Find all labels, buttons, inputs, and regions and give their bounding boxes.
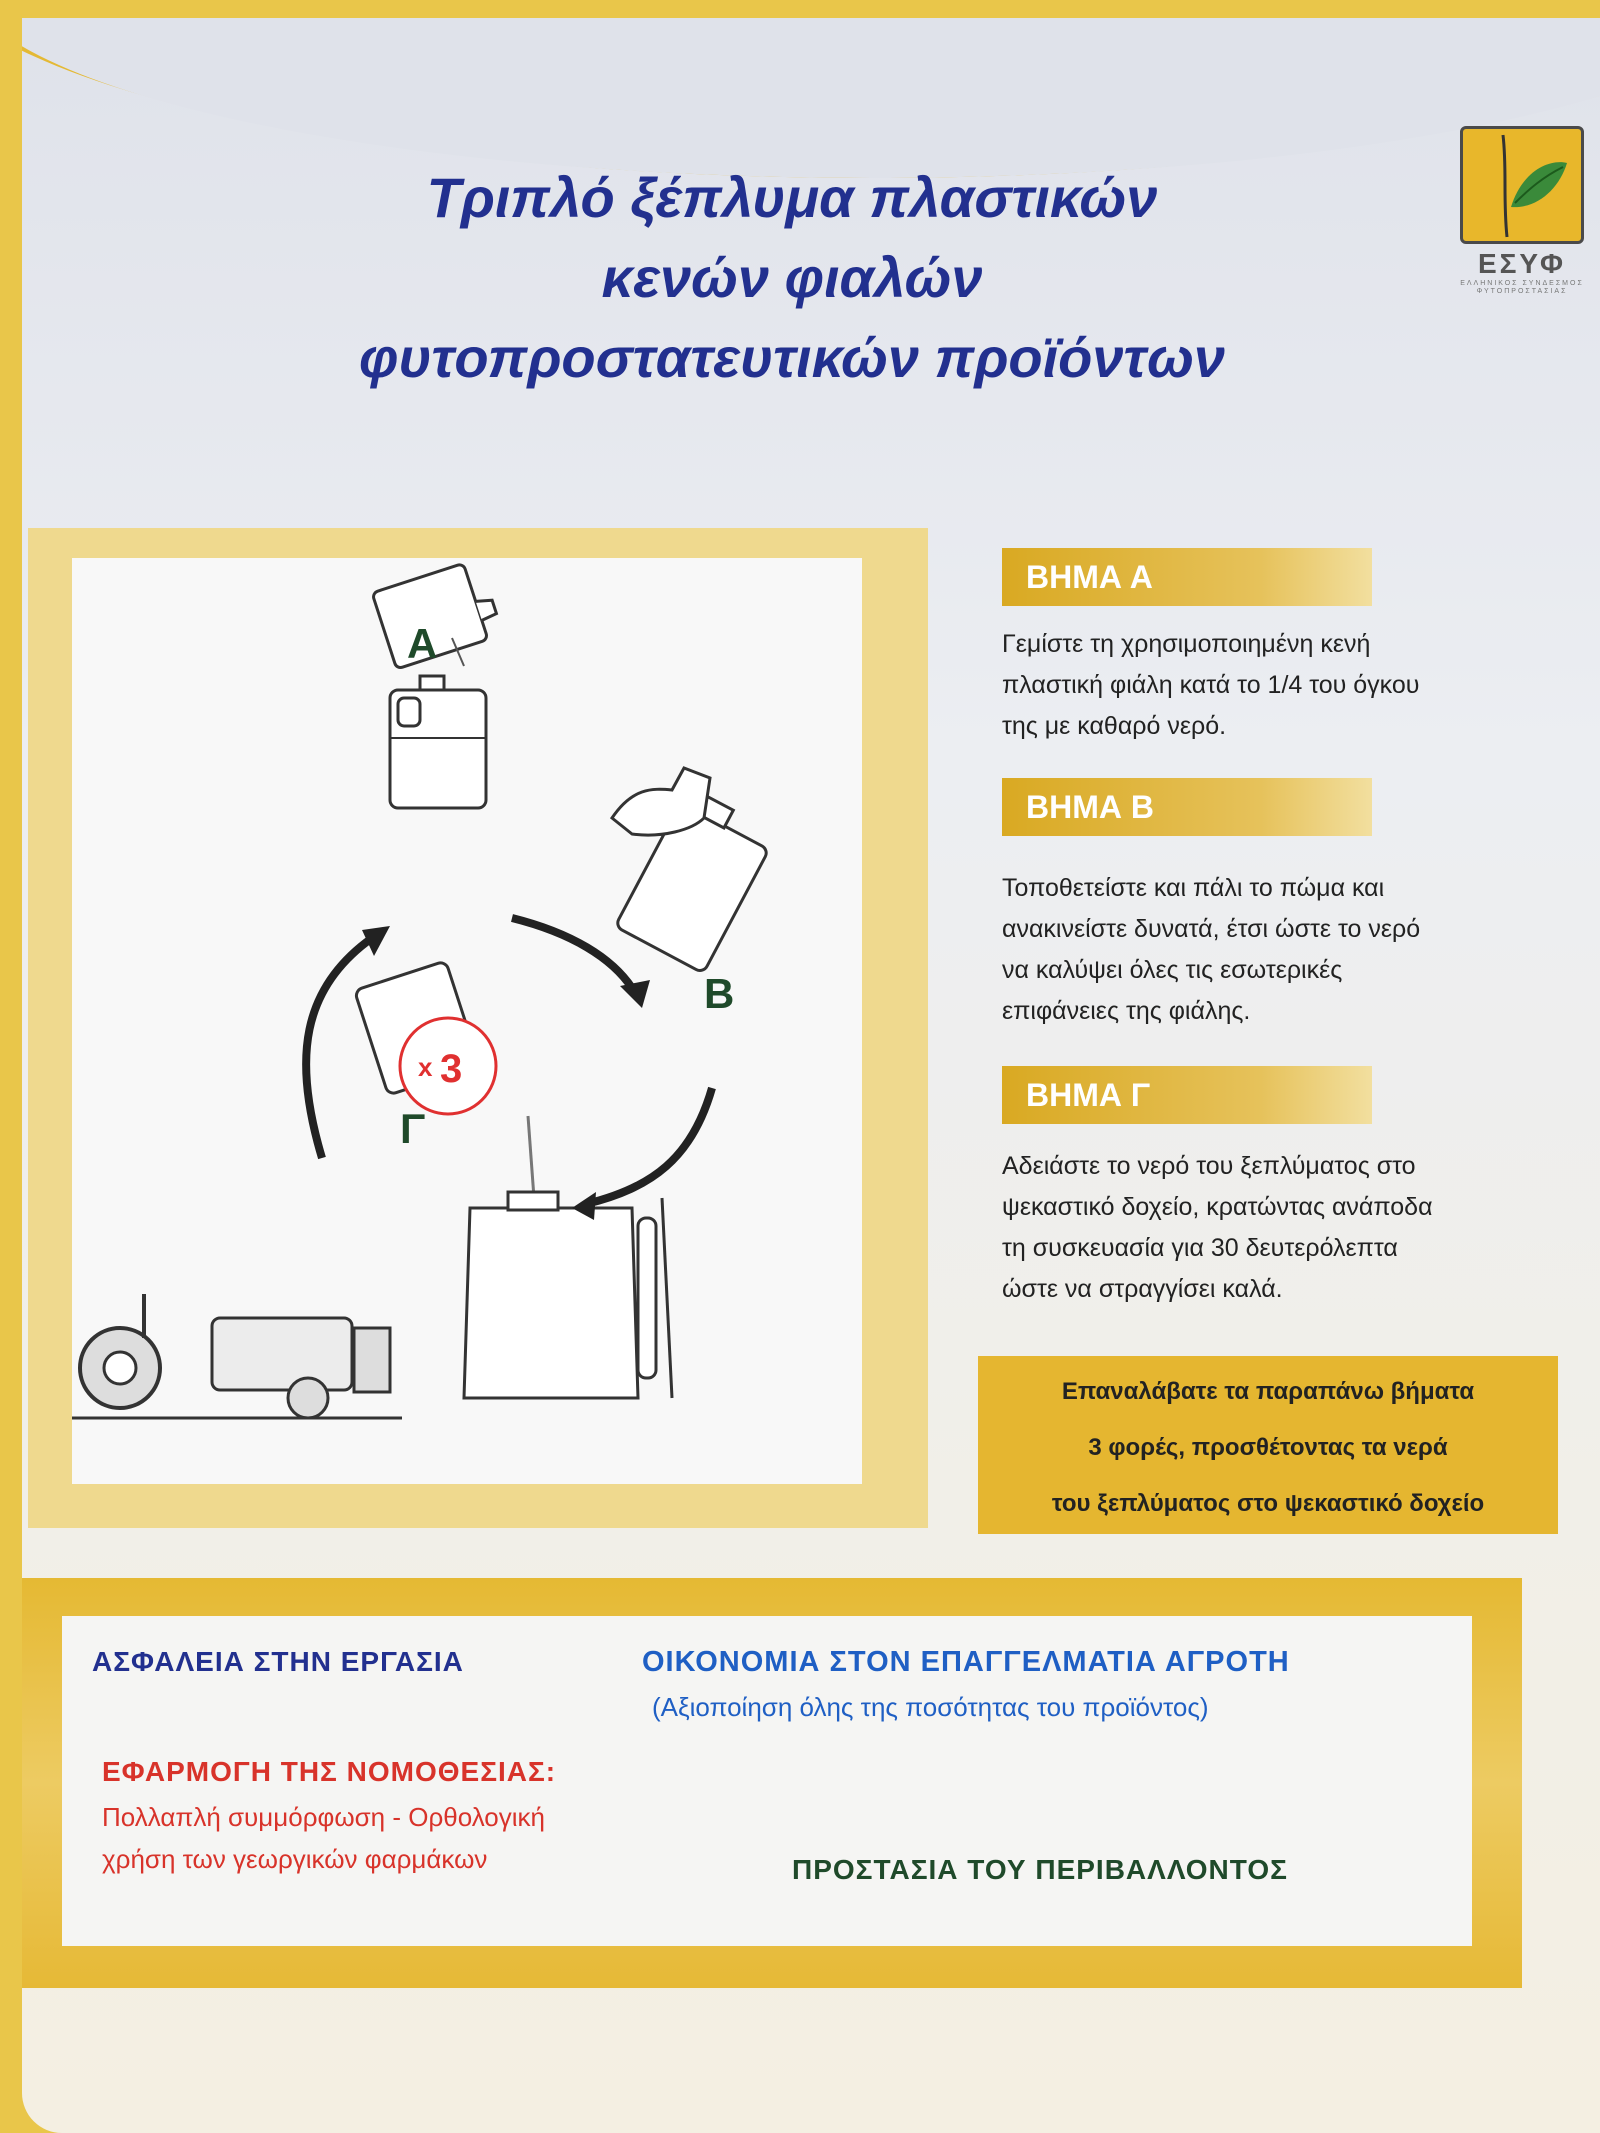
jerrycan-icon: [390, 676, 486, 808]
logo-subtext: ΕΛΛΗΝΙΚΟΣ ΣΥΝΔΕΣΜΟΣ ΦΥΤΟΠΡΟΣΤΑΣΙΑΣ: [1460, 280, 1584, 295]
repeat-note-box: [978, 1356, 1558, 1534]
repeat-badge-number: 3: [440, 1047, 463, 1091]
step-a-text: [1002, 624, 1577, 747]
rinse-cycle-illustration: [72, 558, 862, 1484]
step-a-line: Γεμίστε τη χρησιμοποιημένη κενή: [1002, 630, 1371, 658]
repeat-note-line-2: 3 φορές, προσθέτοντας τα νερά: [1088, 1434, 1448, 1461]
benefit-economy: ΟΙΚΟΝΟΜΙΑ ΣΤΟΝ ΕΠΑΓΓΕΛΜΑΤΙΑ ΑΓΡΟΤΗ: [642, 1646, 1290, 1678]
step-b-line: ανακινείστε δυνατά, έτσι ώστε το νερό: [1002, 915, 1421, 943]
leaf-icon: [1460, 126, 1584, 244]
tractor-icon: [72, 1294, 402, 1418]
step-c-line: Αδειάστε το νερό του ξεπλύματος στο: [1002, 1152, 1416, 1180]
benefit-law: ΕΦΑΡΜΟΓΗ ΤΗΣ ΝΟΜΟΘΕΣΙΑΣ:: [102, 1756, 557, 1787]
top-arc-mask: [22, 18, 1600, 178]
step-b-line: επιφάνειες της φιάλης.: [1002, 997, 1251, 1025]
repeat-note-line-3: του ξεπλύματος στο ψεκαστικό δοχείο: [1051, 1490, 1485, 1517]
bottle-a-icon: [372, 558, 503, 669]
label-a: Α: [407, 620, 438, 667]
step-b-text: [1002, 868, 1577, 1032]
step-a-line: πλαστική φιάλη κατά το 1/4 του όγκου: [1002, 671, 1420, 699]
esyf-logo: [1460, 126, 1584, 311]
step-b-header: ΒΗΜΑ Β: [1002, 778, 1372, 836]
benefit-safety: ΑΣΦΑΛΕΙΑ ΣΤΗΝ ΕΡΓΑΣΙΑ: [92, 1646, 464, 1677]
diagram-frame: [28, 528, 928, 1528]
benefit-law-sub-1: Πολλαπλή συμμόρφωση - Ορθολογική: [102, 1802, 545, 1832]
page-title: [202, 158, 1382, 398]
poster: [22, 18, 1600, 2133]
benefits-frame: [22, 1578, 1522, 1988]
label-c: Γ: [400, 1105, 426, 1152]
step-c-line: τη συσκευασία για 30 δευτερόλεπτα: [1002, 1234, 1398, 1262]
repeat-note-line-1: Επαναλάβατε τα παραπάνω βήματα: [1061, 1378, 1475, 1405]
benefits-panel: [62, 1616, 1472, 1946]
benefit-law-sub-2: χρήση των γεωργικών φαρμάκων: [102, 1844, 488, 1874]
benefit-economy-sub: (Αξιοποίηση όλης της ποσότητας του προϊόντος): [652, 1692, 1209, 1722]
hand-icon: [612, 768, 710, 835]
triple-rinse-diagram: [72, 558, 862, 1484]
title-line-3: φυτοπροστατευτικών προϊόντων: [358, 326, 1226, 389]
step-c-header: ΒΗΜΑ Γ: [1002, 1066, 1372, 1124]
step-b-line: Τοποθετείστε και πάλι το πώμα και: [1002, 874, 1385, 902]
logo-text: ΕΣΥΦ: [1477, 248, 1567, 279]
step-b-line: να καλύψει όλες τις εσωτερικές: [1002, 956, 1343, 984]
title-line-2: κενών φιαλών: [601, 246, 983, 309]
repeat-badge-x: x: [418, 1052, 433, 1082]
label-b: Β: [704, 970, 735, 1017]
benefit-environment: ΠΡΟΣΤΑΣΙΑ ΤΟΥ ΠΕΡΙΒΑΛΛΟΝΤΟΣ: [792, 1854, 1288, 1885]
step-c-line: ψεκαστικό δοχείο, κρατώντας ανάποδα: [1002, 1193, 1433, 1221]
sprayer-tank-icon: [464, 1192, 672, 1398]
step-c-text: [1002, 1146, 1577, 1310]
title-line-1: Τριπλό ξέπλυμα πλαστικών: [426, 166, 1158, 229]
step-a-line: της με καθαρό νερό.: [1002, 712, 1227, 740]
step-c-line: ώστε να στραγγίσει καλά.: [1002, 1275, 1283, 1303]
step-a-header: ΒΗΜΑ Α: [1002, 548, 1372, 606]
